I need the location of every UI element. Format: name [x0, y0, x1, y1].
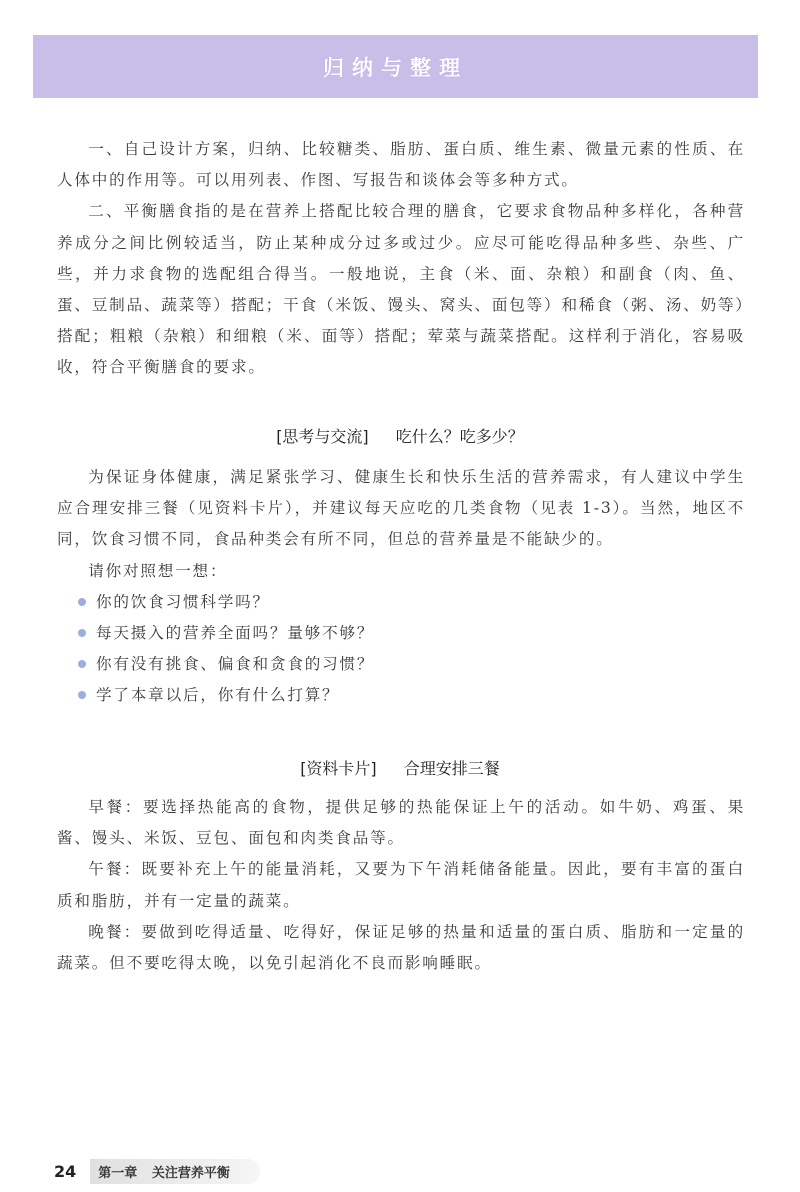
card-section-title [0, 756, 800, 779]
lunch-paragraph: 午餐：既要补充上午的能量消耗，又要为下午消耗储备能量。因此，要有丰富的蛋白质和脂肪，并有一定量的蔬菜。 [57, 860, 745, 910]
think-intro-paragraph: 为保证身体健康，满足紧张学习、健康生长和快乐生活的营养需求，有人建议中学生应合理安排三餐（见资料卡片），并建议每天应吃的几类食物（见表 1-3）。当然，地区不同，饮食习惯不同，食品种类会有所不同，但总的营养量是不能缺少的。 [57, 468, 745, 549]
page-number: 24 [54, 1161, 77, 1181]
card-section-tag: [资料卡片] [300, 759, 377, 778]
list-item [57, 680, 745, 711]
chapter-title: 关注营养平衡 [151, 1165, 230, 1181]
page-footer [54, 1158, 260, 1184]
summary-block [57, 134, 745, 384]
bullet-dot-icon [78, 660, 86, 668]
list-item [57, 618, 745, 649]
think-section-heading: 吃什么？吃多少？ [395, 427, 524, 446]
bullet-dot-icon [78, 629, 86, 637]
card-section-heading: 合理安排三餐 [403, 759, 500, 778]
think-section-tag: [思考与交流] [276, 427, 369, 446]
summary-paragraph-1: 一、自己设计方案，归纳、比较糖类、脂肪、蛋白质、维生素、微量元素的性质、在人体中的作用等。可以用列表、作图、写报告和谈体会等多种方式。 [57, 140, 745, 190]
question-list [57, 587, 745, 711]
question-text: 你的饮食习惯科学吗？ [96, 592, 270, 611]
bullet-dot-icon [78, 598, 86, 606]
chapter-label [90, 1159, 260, 1184]
think-section-title [0, 424, 800, 447]
dinner-paragraph: 晚餐：要做到吃得适量、吃得好，保证足够的热量和适量的蛋白质、脂肪和一定量的蔬菜。但不要吃得太晚，以免引起消化不良而影响睡眠。 [57, 922, 745, 973]
chapter-number: 第一章 [98, 1165, 138, 1181]
bullet-dot-icon [78, 691, 86, 699]
card-section-body [57, 792, 745, 979]
think-prompt: 请你对照想一想： [88, 561, 228, 580]
breakfast-paragraph: 早餐：要选择热能高的食物，提供足够的热能保证上午的活动。如牛奶、鸡蛋、果酱、馒头、米饭、豆包、面包和肉类食品等。 [57, 798, 745, 848]
list-item [57, 587, 745, 618]
section-banner [33, 35, 758, 98]
question-text: 学了本章以后，你有什么打算？ [96, 685, 340, 704]
list-item [57, 649, 745, 680]
banner-title: 归纳与整理 [323, 55, 468, 80]
question-text: 每天摄入的营养全面吗？量够不够？ [96, 623, 375, 642]
summary-paragraph-2: 二、平衡膳食指的是在营养上搭配比较合理的膳食，它要求食物品种多样化，各种营养成分之间比例较适当，防止某种成分过多或过少。应尽可能吃得品种多些、杂些、广些，并力求食物的选配组合得当。一般地说，主食（米、面、杂粮）和副食（肉、鱼、蛋、豆制品、蔬菜等）搭配；干食（米饭、馒头、窝头、面包等）和稀食（粥、汤、奶等）搭配；粗粮（杂粮）和细粮（米、面等）搭配；荤菜与蔬菜搭配。这样利于消化，容易吸收，符合平衡膳食的要求。 [57, 202, 745, 377]
question-text: 你有没有挑食、偏食和贪食的习惯？ [96, 654, 375, 673]
think-section-body [57, 462, 745, 711]
